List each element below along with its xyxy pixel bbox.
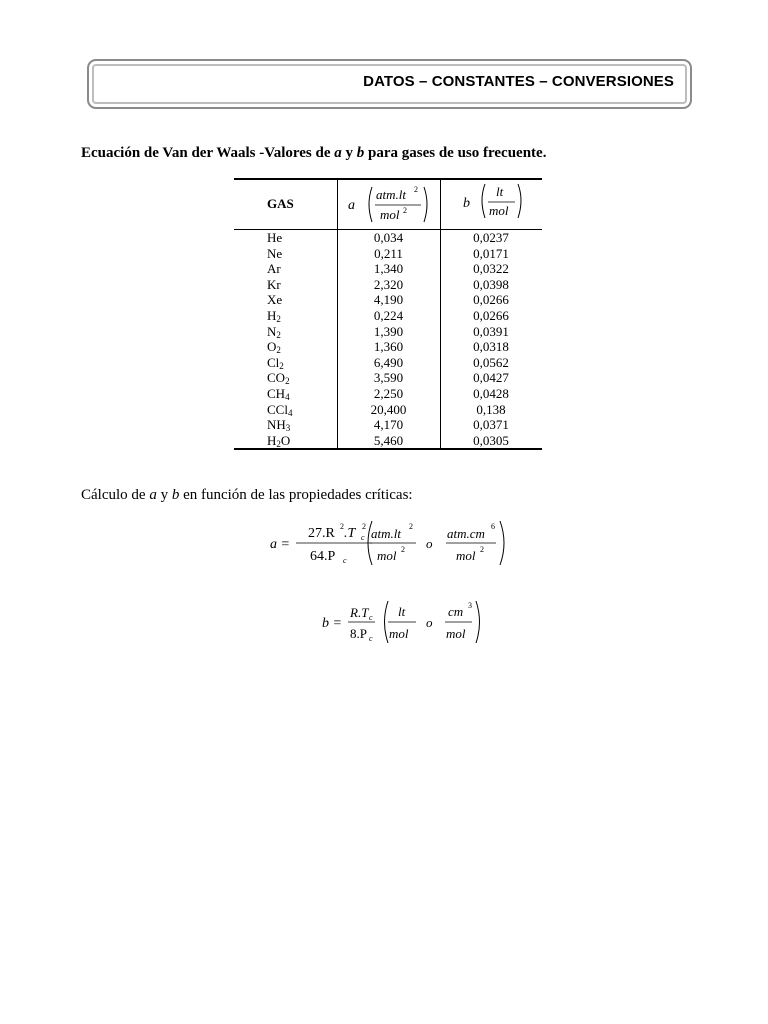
- gas-name: NH: [267, 417, 286, 433]
- gas-name: Ar: [267, 261, 281, 277]
- gas-subscript: 4: [287, 407, 293, 418]
- cell-b-value: 0,0305: [473, 432, 509, 448]
- table-body: [234, 230, 542, 448]
- heading-suffix: para gases de uso frecuente.: [364, 145, 547, 161]
- formula-a-unit1-den: mol: [377, 548, 397, 563]
- gas-name: Ne: [267, 245, 283, 261]
- gas-name: O: [267, 339, 277, 355]
- cell-a-value: 2,250: [373, 385, 404, 401]
- cell-a-value: 1,340: [373, 261, 404, 277]
- gas-name: Xe: [267, 292, 283, 308]
- gas-name: H: [267, 307, 277, 323]
- cell-b-value: 0,0562: [473, 354, 509, 370]
- cell-gas: [267, 355, 284, 371]
- table-row: [234, 402, 542, 418]
- formula-a: [260, 515, 520, 571]
- table-row: [234, 386, 542, 402]
- formula-b-den-sub: c: [369, 634, 373, 643]
- cell-gas: [267, 370, 290, 386]
- para-b: b: [171, 487, 180, 503]
- formula-a-den-sub: c: [343, 556, 347, 565]
- cell-gas: [267, 417, 290, 433]
- formula-b-unit1-den: mol: [389, 626, 409, 641]
- cell-a-value: 0,211: [374, 245, 403, 261]
- cell-a-value: 3,590: [373, 370, 404, 386]
- table-header: [234, 180, 542, 230]
- formula-b-unit2-num: cm: [448, 604, 464, 619]
- cell-a-value: 4,170: [373, 417, 404, 433]
- formula-b-num-sub: c: [369, 613, 373, 622]
- cell-a-value: 2,320: [373, 276, 404, 292]
- column-header-gas: GAS: [267, 196, 294, 211]
- cell-b-value: 0,0171: [473, 245, 509, 261]
- column-header-a: [338, 180, 440, 229]
- formula-a-unit1-num: atm.lt: [371, 526, 401, 541]
- cell-b-value: 0,0318: [473, 339, 509, 355]
- cell-b-value: 0,0428: [473, 385, 509, 401]
- formula-b-den: 8.P: [350, 626, 367, 641]
- heading-prefix: Ecuación de Van der Waals -Valores de: [81, 145, 335, 161]
- cell-b-value: 0,0266: [473, 292, 509, 308]
- table-row: [234, 292, 542, 308]
- formula-a-num-exp: 2: [340, 522, 344, 531]
- cell-a-value: 6,490: [373, 354, 404, 370]
- formula-a-or: o: [426, 536, 433, 551]
- cell-b-value: 0,0266: [473, 307, 509, 323]
- cell-b-value: 0,0371: [473, 417, 509, 433]
- cell-b-value: 0,0427: [473, 370, 509, 386]
- col-b-symbol: b: [463, 196, 470, 211]
- cell-a-value: 5,460: [373, 432, 404, 448]
- cell-a-value: 20,400: [370, 401, 407, 417]
- gas-name-suffix: O: [280, 432, 291, 448]
- cell-a-value: 0,224: [373, 307, 404, 323]
- table-row: [234, 324, 542, 340]
- gas-name: Kr: [267, 276, 281, 292]
- heading-a: a: [334, 145, 342, 161]
- formula-a-num-sub: c: [361, 533, 365, 542]
- col-a-unit-num: atm.lt: [376, 187, 406, 202]
- gas-name: He: [267, 230, 283, 245]
- critical-properties-paragraph: [81, 487, 413, 504]
- table-row: [234, 230, 542, 246]
- formula-b-unit2-den: mol: [446, 626, 466, 641]
- formula-a-unit2-den: mol: [456, 548, 476, 563]
- gas-name: Cl: [267, 354, 280, 370]
- cell-b-value: 0,138: [476, 401, 506, 417]
- cell-b-value: 0,0237: [473, 230, 509, 245]
- para-prefix: Cálculo de: [81, 487, 150, 503]
- cell-b-value: 0,0391: [473, 323, 509, 339]
- table-row: [234, 246, 542, 262]
- gas-name: N: [267, 323, 277, 339]
- formula-a-unit2-num-exp: 6: [491, 522, 495, 531]
- cell-gas: [267, 339, 281, 355]
- table-row: [234, 417, 542, 433]
- formula-b-num: R.T: [350, 605, 369, 620]
- cell-a-value: 1,390: [373, 323, 404, 339]
- col-b-unit-num: lt: [496, 184, 504, 199]
- cell-a-value: 4,190: [373, 292, 404, 308]
- gas-subscript: 2: [276, 313, 281, 324]
- cell-a-value: 1,360: [373, 339, 404, 355]
- table-row: [234, 355, 542, 371]
- van-der-waals-table: [234, 178, 542, 450]
- gas-name: CO: [267, 370, 286, 386]
- formula-b-or: o: [426, 615, 433, 630]
- column-header-b: [441, 180, 542, 229]
- table-row: [234, 433, 542, 449]
- formula-a-num-coef: 27.R: [308, 526, 335, 541]
- gas-subscript: 3: [285, 423, 291, 434]
- table-row: [234, 308, 542, 324]
- table-row: [234, 339, 542, 355]
- section-heading: [81, 145, 546, 162]
- table-row: [234, 277, 542, 293]
- cell-a-value: 0,034: [373, 230, 404, 245]
- cell-gas: [267, 292, 282, 308]
- cell-b-value: 0,0398: [473, 276, 509, 292]
- cell-gas: [267, 230, 282, 246]
- para-suffix: en función de las propiedades críticas:: [179, 487, 413, 503]
- col-a-symbol: a: [348, 198, 355, 213]
- formula-a-num-dot: .T: [344, 526, 356, 541]
- cell-gas: [267, 402, 292, 418]
- heading-mid: y: [341, 145, 357, 161]
- cell-gas: [267, 433, 290, 449]
- cell-gas: [267, 324, 281, 340]
- formula-a-num-sub-exp: 2: [362, 522, 366, 531]
- gas-subscript: 2: [279, 360, 284, 371]
- formula-a-den: 64.P: [310, 549, 336, 564]
- header-title: DATOS – CONSTANTES – CONVERSIONES: [363, 73, 674, 90]
- para-a: a: [149, 487, 157, 503]
- formula-a-unit2-num: atm.cm: [447, 526, 485, 541]
- gas-subscript: 2: [276, 345, 281, 356]
- formula-a-unit1-den-exp: 2: [401, 545, 405, 554]
- table-row: [234, 261, 542, 277]
- gas-subscript: 2: [285, 376, 290, 387]
- formula-a-unit2-den-exp: 2: [480, 545, 484, 554]
- gas-subscript: 4: [285, 391, 290, 402]
- formula-b-lhs: b =: [322, 616, 342, 631]
- heading-b: b: [356, 145, 365, 161]
- gas-name: CH: [267, 385, 286, 401]
- gas-subscript: 2: [276, 438, 281, 449]
- col-a-unit-den-exp: 2: [403, 206, 407, 215]
- cell-gas: [267, 308, 281, 324]
- cell-gas: [267, 261, 281, 277]
- formula-a-unit1-num-exp: 2: [409, 522, 413, 531]
- gas-subscript: 2: [276, 329, 281, 340]
- table-row: [234, 370, 542, 386]
- formula-b-unit1-num: lt: [398, 604, 406, 619]
- col-a-unit-den: mol: [380, 207, 400, 222]
- header-banner: [87, 59, 692, 109]
- col-a-unit-num-exp: 2: [414, 185, 418, 194]
- cell-b-value: 0,0322: [473, 261, 509, 277]
- cell-gas: [267, 386, 290, 402]
- formula-b-unit2-num-exp: 3: [468, 601, 472, 610]
- col-b-unit-den: mol: [489, 203, 509, 218]
- para-mid: y: [156, 487, 172, 503]
- cell-gas: [267, 246, 282, 262]
- cell-gas: [267, 277, 281, 293]
- formula-a-lhs: a =: [270, 537, 290, 552]
- formula-b: [312, 597, 492, 647]
- gas-name: CCl: [267, 401, 288, 417]
- gas-name: H: [267, 432, 277, 448]
